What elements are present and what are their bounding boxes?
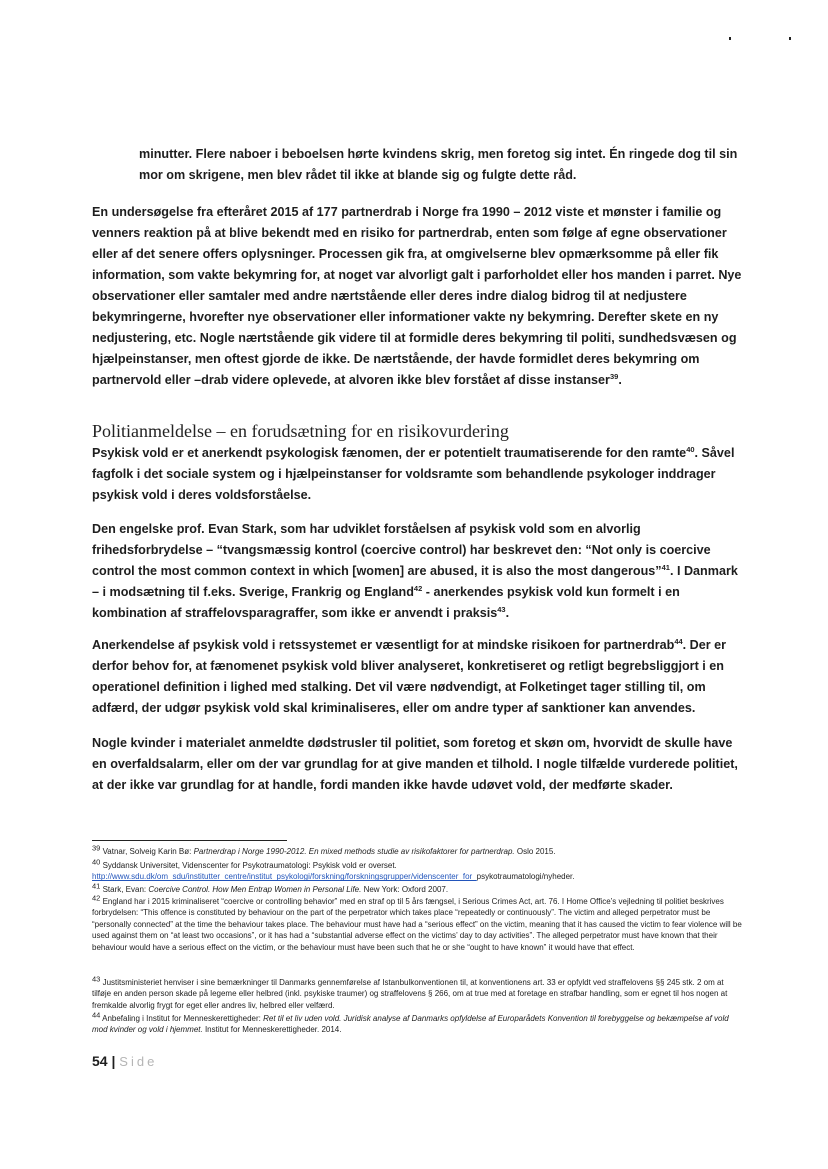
continued-quote: minutter. Flere naboer i beboelsen hørte kvindens skrig, men foretog sig intet. Én ringede dog til sin mor om skrigene, men blev rådet til ikke at blande sig og fulgte dette råd.	[139, 147, 738, 182]
footnote-ref-40[interactable]: 40	[686, 444, 695, 454]
footnote-42: $^{42}$ England har i 2015 kriminaliseret “coercive or controlling behavior” med en straf op til 5 års fængsel, i Serious Crimes Act, art. 76. I Home Office’s vejledning til politiet beskrives forbrydelsen: “This offence is constituted by behaviour on the part of the perpetrator which takes place “repeatedly or continuously”. The victim and alleged perpetrator must be “personally connected” at the time the behaviour takes place. The behaviour must have had a “serious effect” on the victim, meaning that it has caused the victim to fear violence will be used against them on “at least two occasions”, or it has had a “substantial adverse effect on the victims’ day to day activities”. The alleged perpetrator must have known that their behaviour would have a serious effect on the victim, or the behaviour must have been such that he or she “ought to have known” it would have that effect.	[92, 893, 742, 952]
paragraph-psychological-violence: Psykisk vold er et anerkendt psykologisk fænomen, der er potentielt traumatiserende for den ramte$^{40}$. Såvel fagfolk i det sociale system og i hjælpeinstanser for voldsramte som behandlende psykologer inddrager psykisk vold i deres voldsforståelse.	[92, 444, 735, 502]
page-number: 54	[92, 1053, 108, 1069]
footnote-43: $^{43}$ Justitsministeriet henviser i sine bemærkninger til Danmarks gennemførelse af Istanbulkonventionen til, at konventionens art. 33 er opfyldt ved straffelovens §§ 245 stk. 2 om at tilføje en anden person skade på legeme eller helbred (inkl. psykiske traumer) og straffelovens § 266, om at true med at foretage en strafbar handling, som er egnet til hos nogen at fremkalde alvorlig frygt for eget eller andres liv, helbred eller velfærd.	[92, 974, 728, 1010]
scan-mark-1	[729, 37, 731, 40]
footnote-ref-42[interactable]: 42	[413, 583, 423, 593]
footnote-ref-39[interactable]: 39	[609, 371, 619, 381]
footnote-39: $^{39}$ Vatnar, Solveig Karin Bø: Partnerdrap i Norge 1990-2012. En mixed methods studie av risikofaktorer for partnerdrap. Oslo 2015.	[92, 843, 556, 856]
page-label: Side	[119, 1054, 158, 1069]
paragraph-norway-study: En undersøgelse fra efteråret 2015 af 177 partnerdrab i Norge fra 1990 – 2012 viste et mønster i familie og venners reaktion på at blive bekendt med en risiko for partnerdrab, enten som følge af egne observationer eller af det senere offers oplysninger. Processen gik fra, at omgivelserne blev opmærksomme på eller fik information, som vakte bekymring for, at noget var alvorligt galt i parforholdet eller hos manden i parret. Nye observationer eller samtaler med andre nærtstående eller deres indre dialog bidrog til at nedjustere bekymringerne, hvorefter nye observationer eller informationer vakte ny bekymring. Derefter skete en ny nedjustering, etc. Nogle nærtstående gik videre til at formidle deres bekymring til politi, sundhedsvæsen og hjælpeinstanser, men oftest gjorde de ikke. De nærtstående, der havde formidlet deres bekymring om partnervold eller –drab videre oplevede, at alvoren ikke blev forstået af disse instanser$^{39}$.	[92, 205, 742, 387]
footnote-41: $^{41}$ Stark, Evan: Coercive Control. How Men Entrap Women in Personal Life. New York: Oxford 2007.	[92, 881, 449, 894]
section-heading: Politianmeldelse – en forudsætning for en risikovurdering	[92, 421, 509, 441]
footnote-40-link[interactable]: http://www.sdu.dk/om_sdu/institutter_centre/institut_psykologi/forskning/forskningsgrupper/videnscenter_for_	[92, 872, 477, 882]
footnote-ref-43[interactable]: 43	[497, 604, 506, 614]
page-footer	[92, 1053, 157, 1069]
footnote-ref-44[interactable]: 44	[674, 636, 683, 646]
footnote-divider	[92, 840, 287, 841]
page-separator: |	[111, 1053, 116, 1069]
paragraph-recognition: Anerkendelse af psykisk vold i retssystemet er væsentligt for at mindske risikoen for partnerdrab$^{44}$. Der er derfor behov for, at fænomenet psykisk vold bliver analyseret, konkretiseret og retligt begrebsliggjort i en operationel definition i lighed med stalking. Det vil være nødvendigt, at Folketinget tager stilling til, om adfærd, der udgør psykisk vold skal kriminaliseres, eller om andre typer af sanktioner kan anvendes.	[92, 636, 727, 715]
paragraph-police-reports: Nogle kvinder i materialet anmeldte dødstrusler til politiet, som foretog et skøn om, hvorvidt de skulle have en overfaldsalarm, eller om der var grundlag for at give manden et tilhold. I nogle tilfælde vurderede politiet, at der ikke var grundlag for at handle, fordi manden ikke havde udøvet vold, der medførte skader.	[92, 736, 738, 792]
scan-mark-2	[789, 37, 791, 40]
footnote-44: $^{44}$ Anbefaling i Institut for Menneskerettigheder: Ret til et liv uden vold. Juridisk analyse af Danmarks opfyldelse af Europarådets Konvention til forebyggelse og bekæmpelse af vold mod kvinder og vold i hjemmet. Institut for Menneskerettigheder. 2014.	[92, 1010, 729, 1035]
footnote-40: $^{40}$ Syddansk Universitet, Videnscenter for Psykotraumatologi: Psykisk vold er overset. http://www.sdu.dk/om_sdu/institutter_centre/institut_psykologi/forskning/forskningsgrupper/videnscenter_for_psykotraumatologi/nyheder.	[92, 857, 575, 882]
paragraph-evan-stark: Den engelske prof. Evan Stark, som har udviklet forståelsen af psykisk vold som en alvorlig frihedsforbrydelse – “tvangsmæssig kontrol (coercive control) har beskrevet den: “Not only is coercive control the most common context in which [women] are abused, it is also the most dangerous”$^{41}$. I Danmark – i modsætning til f.eks. Sverige, Frankrig og England$^{42}$ - anerkendes psykisk vold kun formelt i en kombination af straffelovsparagraffer, som ikke er anvendt i praksis$^{43}$.	[92, 522, 738, 620]
footnote-ref-41[interactable]: 41	[661, 562, 670, 572]
